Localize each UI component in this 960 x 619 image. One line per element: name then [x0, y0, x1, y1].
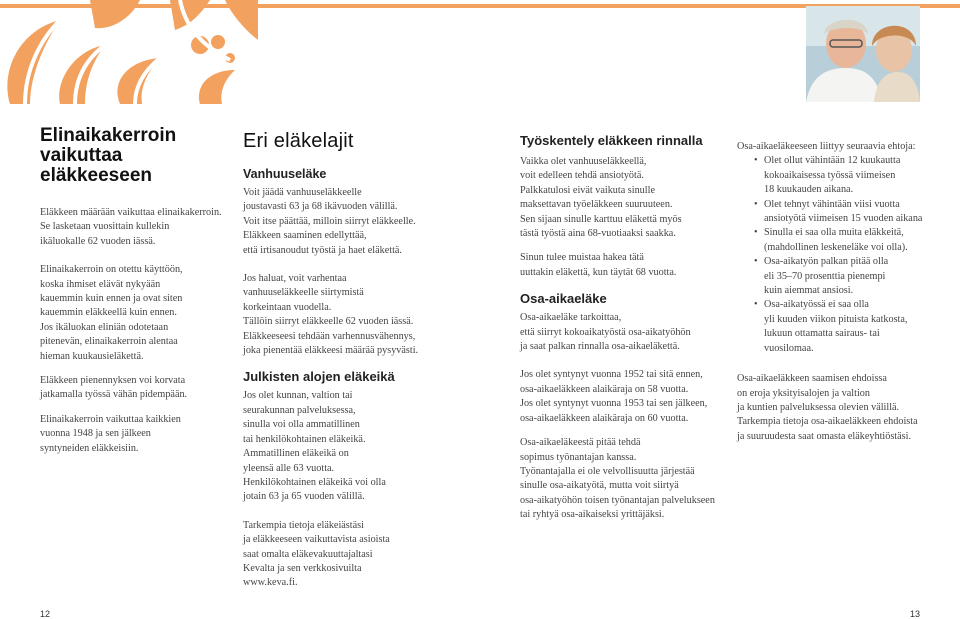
column-elinaikakerroin: [40, 126, 225, 466]
column-elakelajit: [243, 126, 443, 601]
section-title-elinaikakerroin: Elinaikakerroin vaikuttaa eläkkeeseen: [40, 125, 177, 186]
list-item: • Osa-aikatyössä ei saa olla yli kuuden viikon pituista katkosta, lukuun ottamatta sairaus- tai vuosilomaa.: [737, 298, 942, 356]
heading-tyoskentely-elakkeen-rinnalla: Työskentely eläkkeen rinnalla: [520, 133, 703, 148]
paragraph: Osa-aikaeläkeestä pitää tehdä sopimus työnantajan kanssa. Työnantajalla ei ole velvollisuutta järjestää sinulle osa-aikatyötä, mutta voit siirtyä osa-aikatyöhön toisen työnantajan palvelukseen tai ryhtyä osa-aikaiseksi yrittäjäksi.: [520, 437, 715, 521]
heading-julkisten-alojen-elakeika: Julkisten alojen eläkeikä: [243, 369, 395, 385]
decorative-leaf-ornament: [0, 0, 258, 104]
paragraph: Voit jäädä vanhuuseläkkeelle joustavasti 63 ja 68 ikävuoden välillä. Voit itse päättää, milloin siirryt eläkkeelle. Eläkkeen saaminen edellyttää, että irtisanoudut työstä ja haet eläkettä.: [243, 187, 416, 256]
heading-vanhuuselake: Vanhuuseläke: [243, 167, 327, 181]
list-item: • Olet tehnyt vähintään viisi vuotta ansiotyötä viimeisen 15 vuoden aikana: [737, 198, 942, 227]
portrait-photo: [806, 6, 920, 102]
paragraph: Elinaikakerroin on otettu käyttöön, koska ihmiset elävät nykyään kauemmin kuin ennen ja ovat siten kauemmin eläkkeellä kuin ennen. Jos ikäluokan eliniän odotetaan pitenevän, elinaikakerroin alentaa hieman kuukausieläkettä.: [40, 264, 183, 362]
list-item: • Olet ollut vähintään 12 kuukautta kokoaikaisessa työssä viimeisen 18 kuukauden aikana.: [737, 154, 942, 197]
paragraph: Tarkempia tietoja eläkeiästäsi ja eläkkeeseen vaikuttavista asioista saat omalta eläkevakuuttajaltasi Kevalta ja sen verkkosivuilta www.keva.fi.: [243, 519, 390, 589]
conditions-list: [737, 154, 942, 356]
paragraph: Jos olet syntynyt vuonna 1952 tai sitä ennen, osa-aikaeläkkeen alaikäraja on 58 vuotta. Jos olet syntynyt vuonna 1953 tai sen jälkeen, osa-aikaeläkkeen alaikäraja on 60 vuotta.: [520, 369, 708, 424]
paragraph: Osa-aikaeläkkeen saamisen ehdoissa on eroja yksityisalojen ja valtion ja kuntien palveluksessa olevien välillä. Tarkempia tietoja osa-aikaeläkkeen ehdoista ja suuruudesta saat omasta eläkeyhtiöstäsi.: [737, 373, 918, 442]
section-title-eri-elakelajit: Eri eläkelajit: [243, 130, 354, 152]
paragraph: Sinun tulee muistaa hakea tätä uuttakin eläkettä, kun täytät 68 vuotta.: [520, 252, 677, 278]
paragraph: Vaikka olet vanhuuseläkkeellä, voit edelleen tehdä ansiotyötä. Palkkatulosi eivät vaikuta sinulle maksettavan työeläkkeen suuruuteen. Sen sijaan sinulle karttuu eläkettä myös tästä työstä aina 68-vuotiaaksi saakka.: [520, 156, 682, 240]
paragraph: Jos olet kunnan, valtion tai seurakunnan palveluksessa, sinulla voi olla ammatillinen tai henkilökohtainen eläkeikä. Ammatillinen eläkeikä on yleensä alle 63 vuotta. Henkilökohtainen eläkeikä voi olla jotain 63 ja 65 vuoden välillä.: [243, 390, 386, 503]
paragraph: Jos haluat, voit varhentaa vanhuuseläkkeelle siirtymistä korkeintaan vuodella. Tällöin siirryt eläkkeelle 62 vuoden iässä. Eläkkeeseesi tehdään varhennusvähennys, joka pienentää eläkkeesi määrää pysyvästi.: [243, 273, 419, 357]
conditions-intro: Osa-aikaeläkeeseen liittyy seuraavia ehtoja:: [737, 141, 916, 152]
paragraph: Elinaikakerroin vaikuttaa kaikkien vuonna 1948 ja sen jälkeen syntyneiden eläkkeisiin.: [40, 413, 181, 454]
page-number-left: 12: [40, 609, 51, 619]
heading-osa-aikaelake: Osa-aikaeläke: [520, 291, 607, 307]
list-item: • Osa-aikatyön palkan pitää olla eli 35–70 prosenttia pienempi kuin aiemmat ansiosi.: [737, 255, 942, 298]
column-tyoskentely: [520, 126, 730, 533]
paragraph: Osa-aikaeläke tarkoittaa, että siirryt kokoaikatyöstä osa-aikatyöhön ja saat palkan rinnalla osa-aikaeläkettä.: [520, 312, 691, 353]
paragraph: Eläkkeen määrään vaikuttaa elinaikakerroin. Se lasketaan vuosittain kullekin ikäluokalle 62 vuoden iässä.: [40, 207, 222, 247]
list-item: • Sinulla ei saa olla muita eläkkeitä, (mahdollinen leskeneläke voi olla).: [737, 226, 942, 255]
paragraph: Eläkkeen pienennyksen voi korvata jatkamalla työssä vähän pidempään.: [40, 375, 188, 401]
page-number-right: 13: [910, 609, 921, 619]
column-osa-aikaelake-ehdot: [737, 126, 942, 454]
